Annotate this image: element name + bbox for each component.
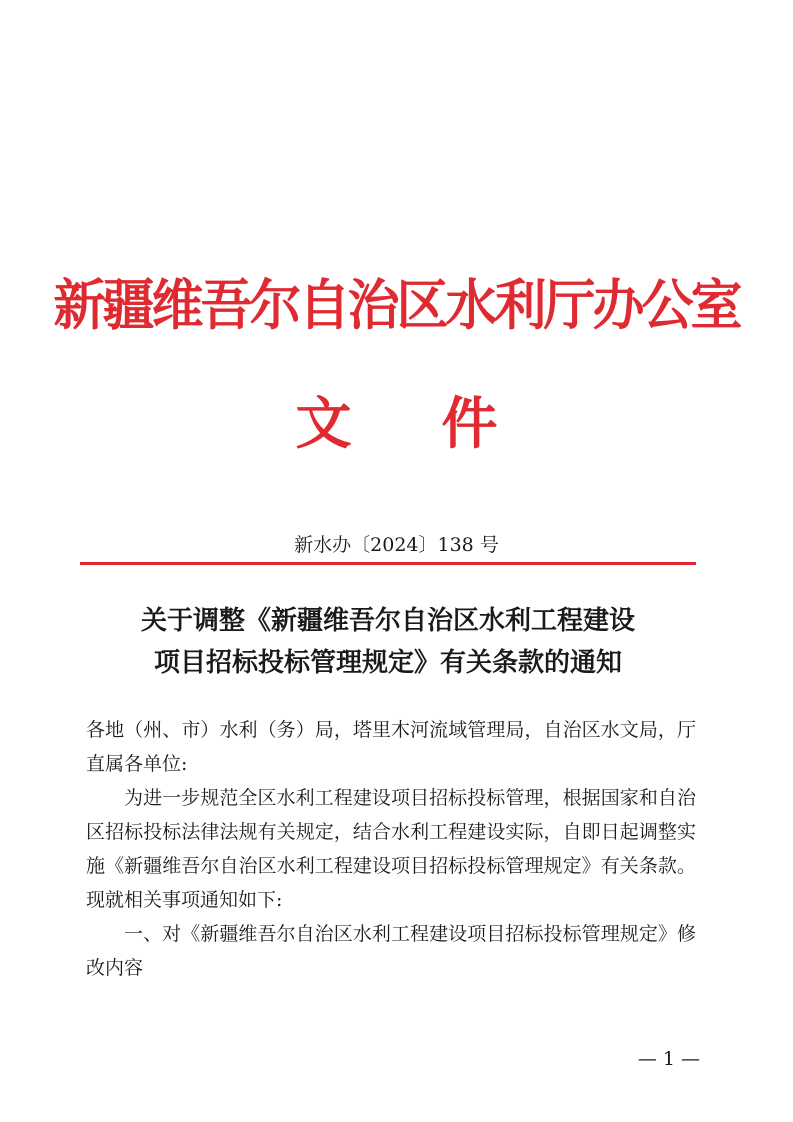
page-number: — 1 — [637,1048,700,1070]
document-body [86,713,696,985]
title-line-1: 关于调整《新疆维吾尔自治区水利工程建设 [140,606,635,636]
document-title [80,600,696,684]
recipients: 各地（州、市）水利（务）局，塔里木河流域管理局，自治区水文局，厅直属各单位: [86,719,696,775]
body-paragraph: 为进一步规范全区水利工程建设项目招标投标管理，根据国家和自治区招标投标法律法规有关规定，结合水利工程建设实际，自即日起调整实施《新疆维吾尔自治区水利工程建设项目招标投标管理规定》有关条款。现就相关事项通知如下: [86,787,696,911]
document-type: 文件 [295,392,588,457]
issuing-organization: 新疆维吾尔自治区水利厅办公室 [53,274,740,338]
title-line-2: 项目招标投标管理规定》有关条款的通知 [153,648,622,678]
red-separator-line [80,562,696,565]
section-heading: 一、对《新疆维吾尔自治区水利工程建设项目招标投标管理规定》修改内容 [86,923,696,979]
document-number: 新水办〔2024〕138 号 [294,534,499,556]
